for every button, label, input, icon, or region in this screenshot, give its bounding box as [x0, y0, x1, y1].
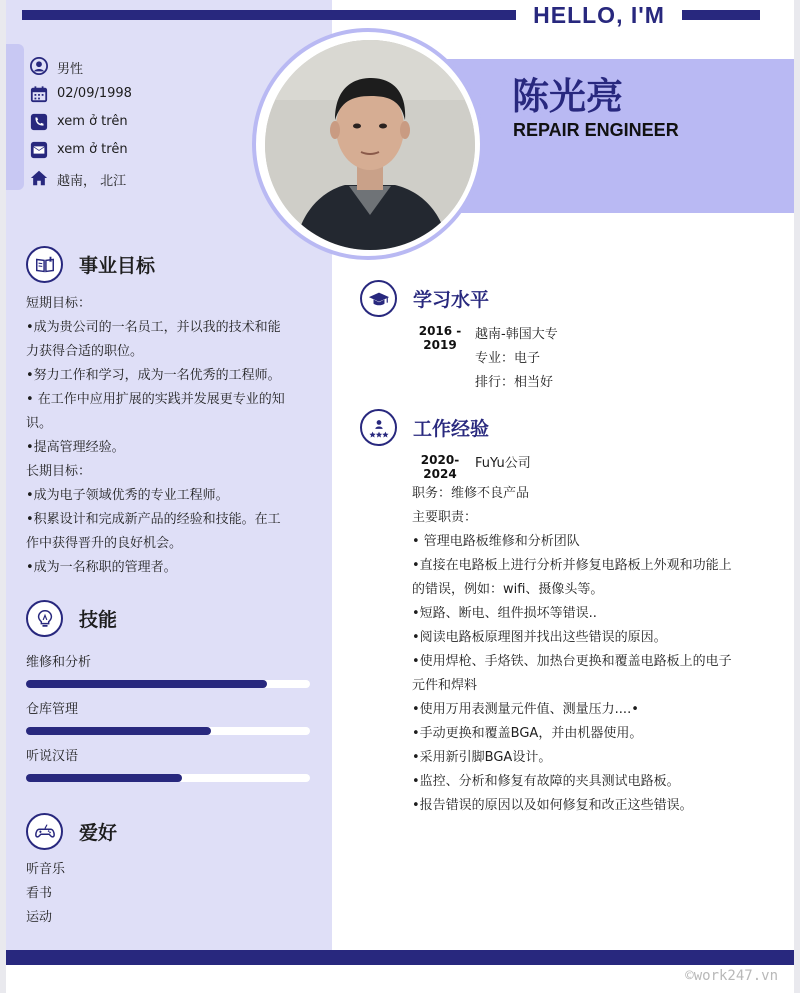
contact-birthday — [30, 83, 132, 105]
book-icon — [34, 254, 56, 276]
career-section-header — [26, 246, 155, 283]
watermark: ©work247.vn — [685, 968, 778, 984]
career-line: 长期目标： — [26, 464, 92, 479]
experience-line: •短路、断电、组件损坏等错误.. — [412, 606, 597, 621]
contact-gender-text: 男性 — [57, 62, 84, 77]
contact-email-text: xem ở trên — [57, 142, 128, 157]
skills-icon-frame — [26, 600, 63, 637]
contact-strip — [6, 44, 24, 190]
profile-photo — [265, 40, 475, 250]
skill-label: 仓库管理 — [26, 702, 79, 717]
profile-photo-illustration — [265, 40, 475, 250]
top-bar-right — [682, 10, 760, 20]
skill-track — [26, 774, 310, 782]
bottom-bar — [6, 950, 794, 965]
hobby-item: 看书 — [26, 886, 53, 901]
education-section-header — [360, 280, 489, 317]
hobby-item: 听音乐 — [26, 862, 66, 877]
hobbies-section-header — [26, 813, 117, 850]
education-years — [416, 324, 464, 352]
education-line: 专业：电子 — [475, 351, 541, 366]
career-line: • 在工作中应用扩展的实践并发展更专业的知 — [26, 392, 285, 407]
lightbulb-icon — [34, 608, 56, 630]
experience-section-header — [360, 409, 489, 446]
hobby-item: 运动 — [26, 910, 53, 925]
career-title: 事业目标 — [79, 255, 156, 277]
contact-phone — [30, 111, 128, 133]
job-title: REPAIR ENGINEER — [513, 120, 679, 140]
envelope-icon — [30, 141, 48, 159]
top-bar-left — [22, 10, 516, 20]
experience-line: •使用焊枪、手烙铁、加热台更换和覆盖电路板上的电子 — [412, 654, 732, 669]
experience-line: 元件和焊料 — [412, 678, 478, 693]
experience-title: 工作经验 — [413, 418, 490, 440]
hobbies-title: 爱好 — [79, 822, 118, 844]
contact-address-text: 越南， 北江 — [57, 174, 127, 189]
skill-label: 听说汉语 — [26, 749, 79, 764]
team-icon — [368, 417, 390, 439]
resume-page — [6, 0, 794, 993]
contact-address — [30, 167, 127, 189]
experience-line: •阅读电路板原理图并找出这些错误的原因。 — [412, 630, 667, 645]
experience-line: •使用万用表测量元件值、测量压力....• — [412, 702, 639, 717]
career-icon-frame — [26, 246, 63, 283]
skills-section-header — [26, 600, 117, 637]
education-line: 越南-韩国大专 — [475, 327, 558, 342]
skill-label: 维修和分析 — [26, 655, 92, 670]
experience-year-start: 2020- — [420, 453, 460, 467]
skill-bar-fill — [26, 727, 211, 735]
contact-birthday-text: 02/09/1998 — [57, 86, 132, 101]
experience-years — [416, 453, 464, 481]
education-title: 学习水平 — [413, 289, 490, 311]
phone-icon — [30, 113, 48, 131]
career-line: 短期目标： — [26, 296, 92, 311]
career-line: •成为贵公司的一名员工，并以我的技术和能 — [26, 320, 281, 335]
experience-year-end: 2024 — [423, 467, 457, 481]
skill-track — [26, 727, 310, 735]
experience-line: •监控、分析和修复有故障的夹具测试电路板。 — [412, 774, 680, 789]
person-name: 陈光亮 — [512, 75, 623, 118]
education-line: 排行：相当好 — [475, 375, 554, 390]
hello-heading: HELLO, I'M — [533, 2, 665, 28]
skill-bar-fill — [26, 680, 267, 688]
user-icon — [30, 57, 48, 75]
home-icon — [30, 169, 48, 187]
gamepad-icon — [34, 821, 56, 843]
experience-line: •采用新引脚BGA设计。 — [412, 750, 552, 765]
company-name: FuYu公司 — [475, 456, 531, 471]
education-year-start: 2016 - — [418, 324, 462, 338]
graduation-cap-icon — [368, 288, 390, 310]
career-line: •积累设计和完成新产品的经验和技能。在工 — [26, 512, 281, 527]
experience-line: 主要职责： — [412, 510, 478, 525]
experience-icon-frame — [360, 409, 397, 446]
experience-line: 职务：维修不良产品 — [412, 486, 530, 501]
experience-line: 的错误，例如：wifi、摄像头等。 — [412, 582, 604, 597]
skill-track — [26, 680, 310, 688]
career-line: •提高管理经验。 — [26, 440, 125, 455]
experience-line: •手动更换和覆盖BGA，并由机器使用。 — [412, 726, 643, 741]
experience-line: • 管理电路板维修和分析团队 — [412, 534, 580, 549]
career-line: •成为电子领域优秀的专业工程师。 — [26, 488, 229, 503]
career-line: •成为一名称职的管理者。 — [26, 560, 177, 575]
calendar-icon — [30, 85, 48, 103]
skills-title: 技能 — [79, 609, 118, 631]
education-icon-frame — [360, 280, 397, 317]
contact-phone-text: xem ở trên — [57, 114, 128, 129]
career-line: 作中获得晋升的良好机会。 — [26, 536, 183, 551]
hobbies-icon-frame — [26, 813, 63, 850]
experience-line: •报告错误的原因以及如何修复和改正这些错误。 — [412, 798, 693, 813]
contact-gender — [30, 55, 84, 77]
education-year-end: 2019 — [423, 338, 457, 352]
contact-email — [30, 139, 128, 161]
experience-line: •直接在电路板上进行分析并修复电路板上外观和功能上 — [412, 558, 732, 573]
career-line: 识。 — [26, 416, 53, 431]
career-line: •努力工作和学习，成为一名优秀的工程师。 — [26, 368, 281, 383]
career-line: 力获得合适的职位。 — [26, 344, 144, 359]
skill-bar-fill — [26, 774, 182, 782]
